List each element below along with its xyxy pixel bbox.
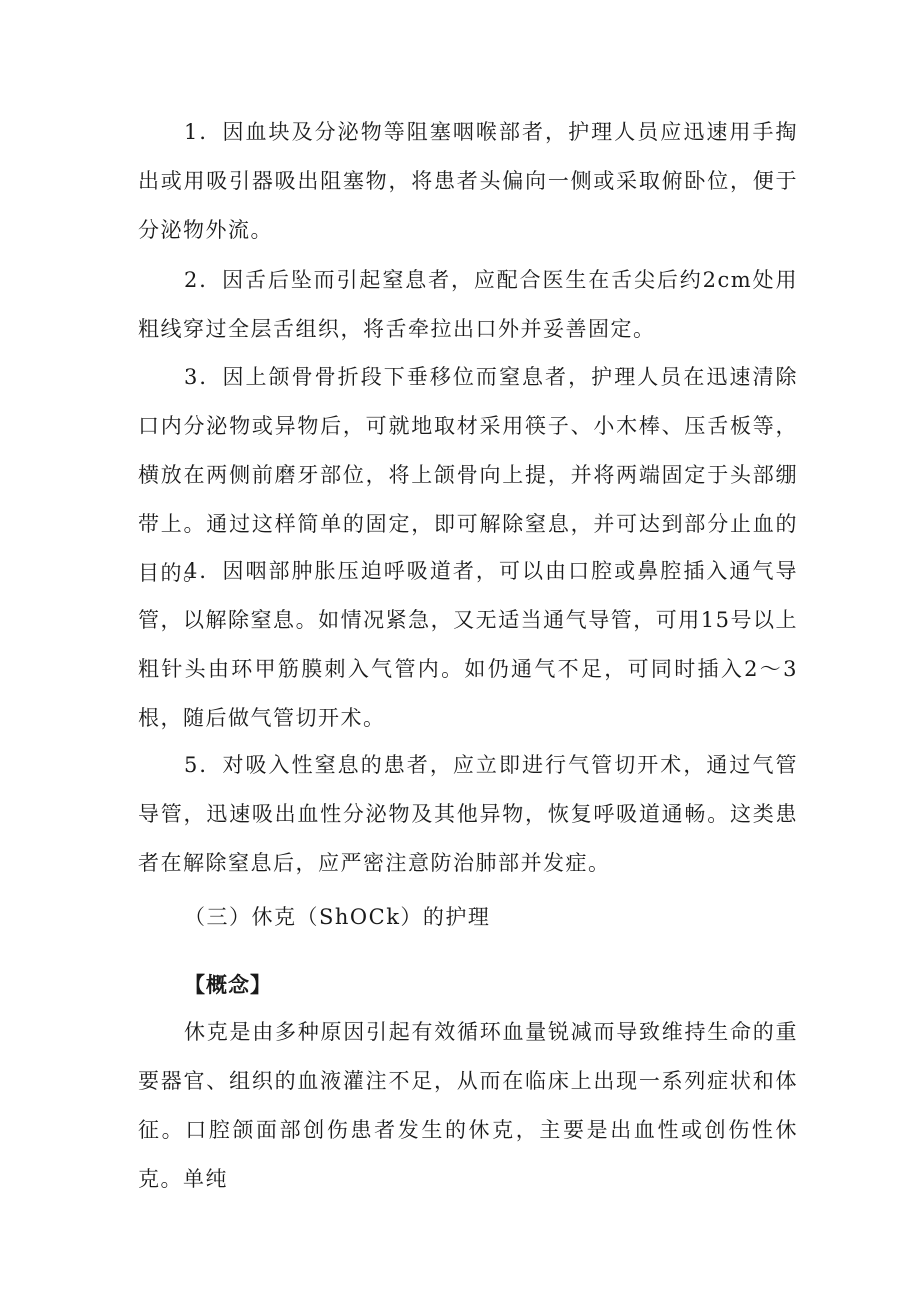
concept-label: 【概念】 (184, 972, 272, 997)
list-item-2: 2．因舌后坠而引起窒息者，应配合医生在舌尖后约2cm处用粗线穿过全层舌组织，将舌牵拉出口外并妥善固定。 (138, 268, 798, 341)
list-item-1: 1．因血块及分泌物等阻塞咽喉部者，护理人员应迅速用手掏出或用吸引器吸出阻塞物，将患者头偏向一侧或采取俯卧位，便于分泌物外流。 (138, 120, 798, 242)
list-item-5: 5．对吸入性窒息的患者，应立即进行气管切开术，通过气管导管，迅速吸出血性分泌物及其他异物，恢复呼吸道通畅。这类患者在解除窒息后，应严密注意防治肺部并发症。 (138, 753, 798, 875)
concept-paragraph: 休克是由多种原因引起有效循环血量锐减而导致维持生命的重要器官、组织的血液灌注不足，从而在临床上出现一系列症状和体征。口腔颌面部创伤患者发生的休克，主要是出血性或创伤性休克。单纯 (138, 1020, 798, 1191)
list-item-4: 4．因咽部肿胀压迫呼吸道者，可以由口腔或鼻腔插入通气导管，以解除窒息。如情况紧急，又无适当通气导管，可用15号以上粗针头由环甲筋膜刺入气管内。如仍通气不足，可同时插入2～3根，随后做气管切开术。 (138, 559, 798, 730)
list-item-3: 3．因上颌骨骨折段下垂移位而窒息者，护理人员在迅速清除口内分泌物或异物后，可就地取材采用筷子、小木棒、压舌板等，横放在两侧前磨牙部位，将上颌骨向上提，并将两端固定于头部绷带上。通过这样简单的固定，即可解除窒息，并可达到部分止血的目的。 (138, 365, 798, 585)
section-heading: （三）休克（ShOCk）的护理 (184, 905, 491, 929)
